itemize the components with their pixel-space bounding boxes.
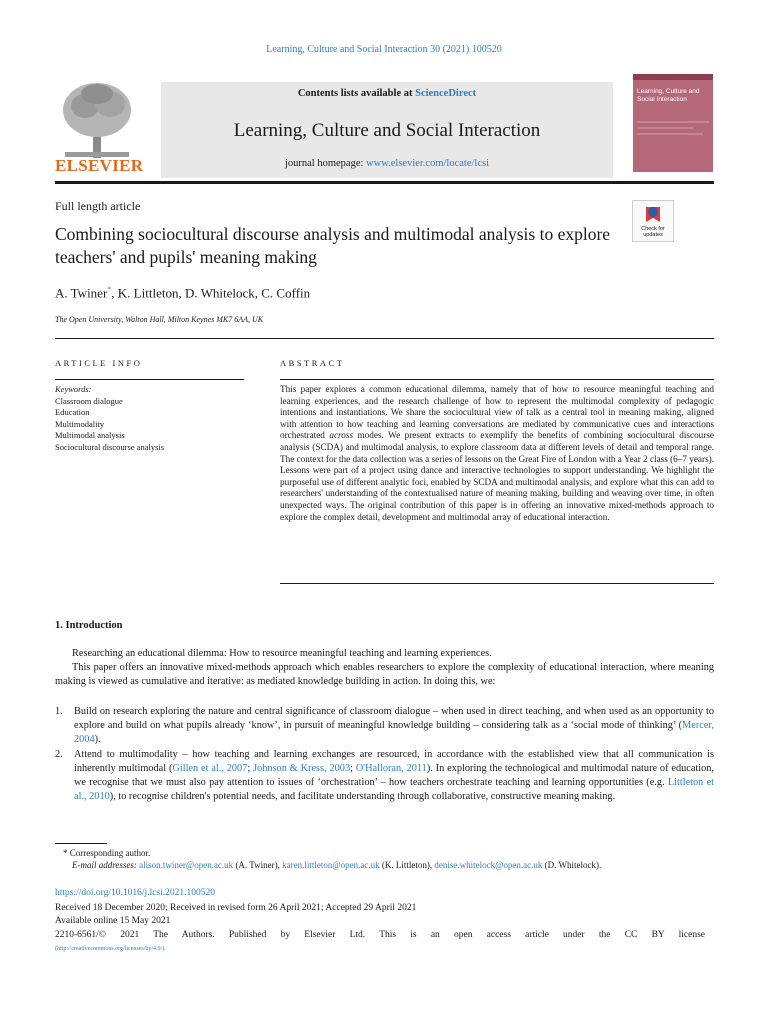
check-for-updates-button[interactable] (632, 200, 674, 242)
journal-title: Learning, Culture and Social Interaction (233, 120, 541, 141)
license-statement: 2210-6561/© 2021 The Authors. Published by Elsevier Ltd. This is an open access article under the CC BY license (55, 930, 705, 940)
footnote-rule (55, 843, 107, 844)
list-item: 1. Build on research exploring the nature and central significance of classroom dialogue – when used in direct teaching, and when used as an opportunity to explore and build on what pupils already ‘know’, in pursuit of meaningful knowledge building – considering talk as a ‘social mode of thinking’ (Mercer, 2004). (55, 706, 714, 746)
email-link[interactable]: karen.littleton@open.ac.uk (282, 860, 380, 870)
corresponding-footnote: * Corresponding author. (63, 848, 151, 858)
authors (55, 285, 310, 301)
citation-link[interactable]: Littleton et al., 2010 (74, 777, 714, 803)
journal-header (55, 74, 714, 182)
crossmark-label: Check for updates (641, 226, 665, 238)
list-item-number: 2. (55, 748, 63, 760)
running-header[interactable]: Learning, Culture and Social Interaction 30 (2021) 100520 (266, 44, 502, 55)
affiliation-rule (55, 338, 714, 339)
journal-cover[interactable] (633, 74, 713, 172)
article-type: Full length article (55, 199, 141, 213)
contents-line: Contents lists available at ScienceDirect (297, 88, 477, 99)
journal-banner (161, 82, 613, 178)
intro-paragraph-1: Researching an educational dilemma: How to resource meaningful teaching and learning experiences. (72, 648, 492, 659)
other-authors: , K. Littleton, D. Whitelock, C. Coffin (111, 285, 311, 301)
received-dates: Received 18 December 2020; Received in revised form 26 April 2021; Accepted 29 April 2021 (55, 903, 417, 913)
keywords-block (55, 384, 245, 453)
email-link[interactable]: denise.whitelock@open.ac.uk (434, 860, 543, 870)
keyword-item: Classroom dialogue (55, 395, 123, 406)
citation-link[interactable]: Mercer, 2004 (74, 720, 714, 746)
article-title: Combining sociocultural discourse analysis and multimodal analysis to explore teachers' and pupils' meaning making (55, 224, 611, 267)
list-item-number: 1. (55, 706, 63, 717)
contribution-list (55, 705, 714, 804)
citation-link[interactable]: Gillen et al., 2007 (172, 762, 248, 774)
elsevier-wordmark: ELSEVIER (55, 156, 144, 175)
introduction-heading: 1. Introduction (55, 620, 123, 631)
author-1[interactable]: A. Twiner (55, 285, 108, 301)
article-info-heading: ARTICLE INFO (55, 358, 143, 368)
doi-link[interactable]: https://doi.org/10.1016/j.lcsi.2021.100520 (55, 888, 216, 898)
email-link[interactable]: alison.twiner@open.ac.uk (139, 860, 234, 870)
cover-pattern-icon (633, 118, 713, 172)
abstract-rule (280, 379, 714, 380)
cover-band (633, 74, 713, 80)
affiliation: The Open University, Walton Hall, Milton Keynes MK7 6AA, UK (55, 315, 264, 324)
keyword-item: Multimodal analysis (55, 430, 125, 440)
homepage-line: journal homepage: www.elsevier.com/locate/lcsi (284, 158, 489, 169)
list-item: 2. Attend to multimodality – how teaching and learning exchanges are resourced, in accordance with the established view that all communication is inherently multimodal (Gillen et al., 2007; Johnson & Kress, 2003; O'Halloran, 2011). In exploring the technological and multimodal nature of education, we recognise that we must also pay attention to issues of ‘orchestration’ – how teachers orchestrate teaching and learning opportunities (e.g. Littleton et al., 2010), to recognise children's potential needs, and facilitate understanding through collaborative, constructive meaning making. (55, 748, 714, 803)
crossmark-icon (644, 204, 662, 226)
homepage-link[interactable]: www.elsevier.com/locate/lcsi (366, 158, 489, 169)
cover-title: Learning, Culture and Social Interaction (637, 88, 700, 103)
license-link[interactable]: (http://creativecommons.org/licenses/by/4.0/). (55, 946, 166, 952)
abstract-text: This paper explores a common educational dilemma, namely that of how to resource meaningful teaching and learning experiences, and the research challenge of how to represent the multimodal complexity of pedagogic intentions and instantiations. We share the sociocultural view of talk as a central tool in meaning making, aligned with attention to how teaching and learning conversations are mediated by communicative cues and interactions orchestrated across modes. We present extracts to exemplify the benefits of combining sociocultural discourse analysis (SCDA) and multimodal analysis, to explore classroom data at different levels of detail and temporal range. The context for the data collection was a series of lessons on the Great Fire of London with a Year 2 class (6–7 years). Lessons were part of a project using dance and interactive technologies to support understanding. We highlight the purposeful use of different analytic foci, enabled by SCDA and multimodal analysis, and explore what this can add to researchers' understanding of the contextualised nature of meaning making, building and weaving over time, in often unexpected ways. The original contribution of this paper is in offering an innovative mixed-methods approach to explore the complex detail, development and multimodal array of educational interaction. (280, 384, 714, 522)
citation-link[interactable]: O'Halloran, 2011 (355, 762, 427, 774)
sciencedirect-link[interactable]: ScienceDirect (415, 88, 477, 99)
citation-link[interactable]: Johnson & Kress, 2003 (253, 762, 351, 774)
corresponding-author-marker[interactable]: * (107, 285, 112, 294)
article-info-rule (55, 379, 244, 380)
header-rule (55, 181, 714, 184)
available-online: Available online 15 May 2021 (55, 916, 171, 926)
abstract-end-rule (280, 583, 714, 584)
intro-paragraph-2: This paper offers an innovative mixed-methods approach which enables researchers to explore the complexity of educational interaction, where meaning making is viewed as cumulative and iterative: as mediated knowledge building in action. In doing this, we: (55, 662, 714, 688)
keyword-item: Education (55, 407, 90, 417)
keywords-label: Keywords: (55, 384, 92, 394)
keyword-item: Sociocultural discourse analysis (55, 441, 165, 452)
email-footnote: E-mail addresses: alison.twiner@open.ac.uk (A. Twiner), karen.littleton@open.ac.uk (K. Littleton), denise.whitelock@open.ac.uk (D. Whitelock). (72, 860, 602, 870)
keyword-item: Multimodality (55, 418, 105, 429)
abstract-heading: ABSTRACT (280, 358, 345, 368)
